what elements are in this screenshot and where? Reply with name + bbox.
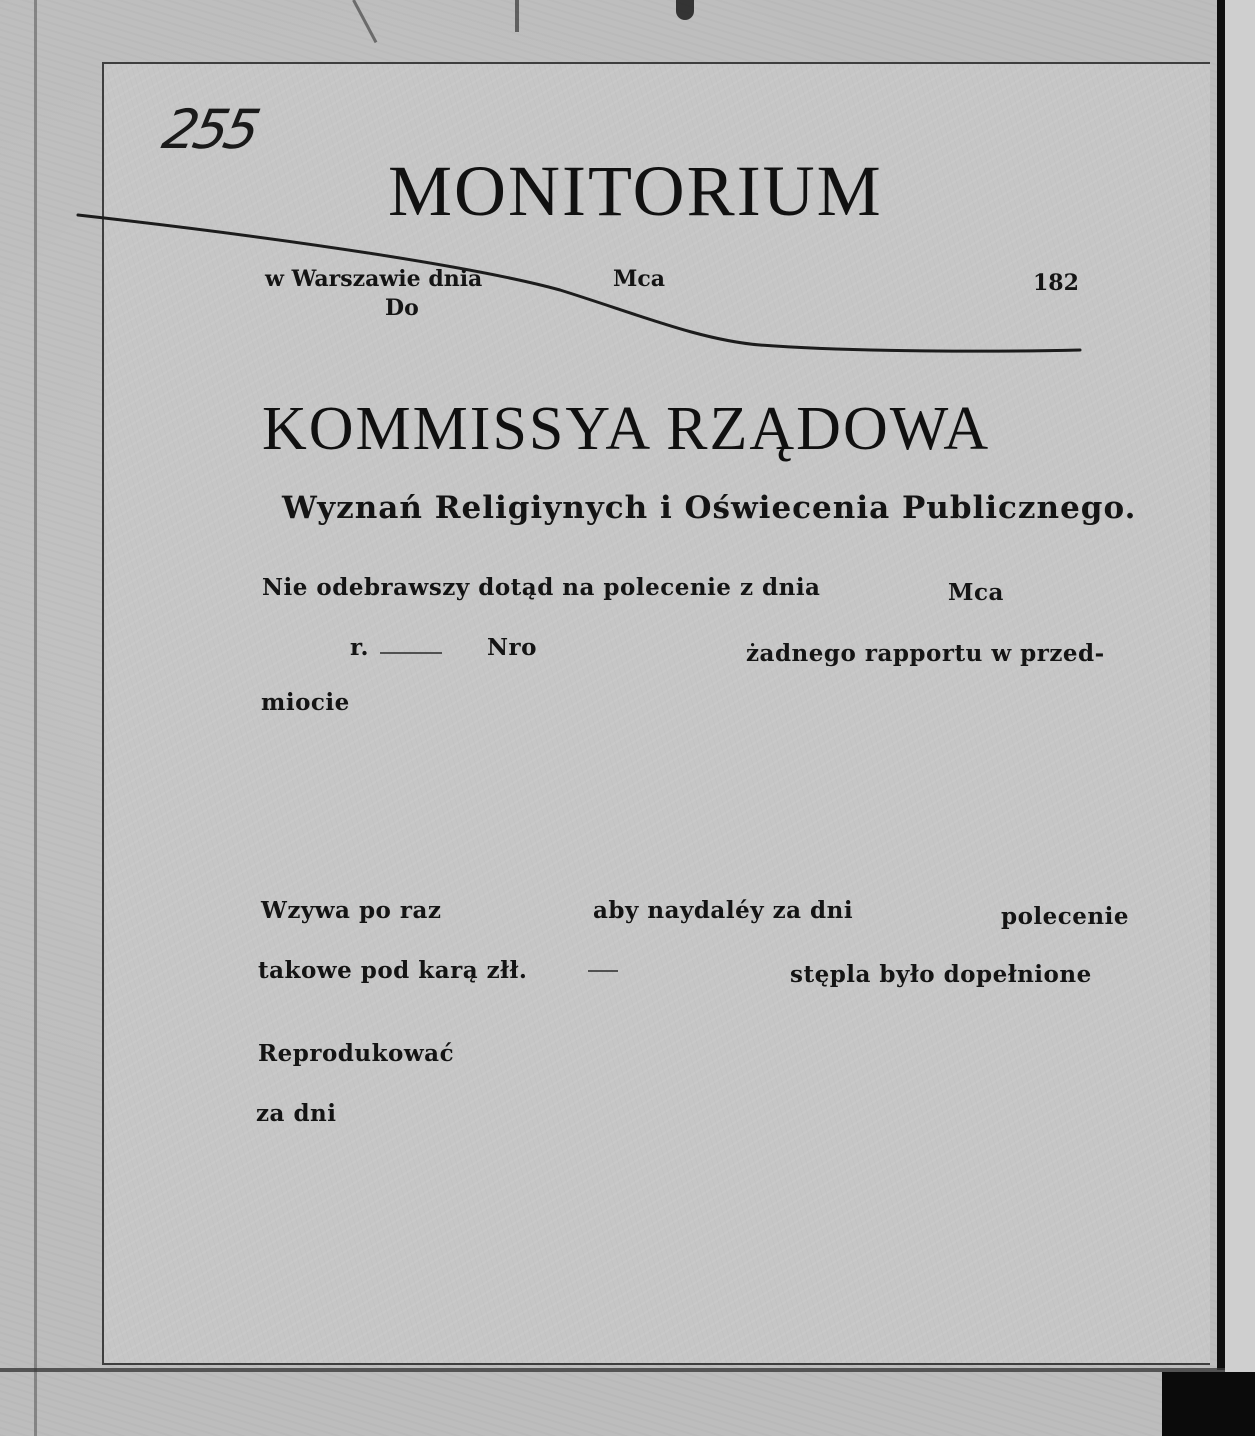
body-line-4b: aby naydaléy za dni [593,897,854,924]
body-line-3: miocie [261,689,350,716]
addressee-prefix: Do [385,295,419,321]
department-name: Wyznań Religiynych i Oświecenia Publicznego. [282,490,1137,526]
document-title: MONITORIUM [388,151,883,231]
body-year-label: r. [350,634,370,661]
body-month-label: Mca [948,579,1004,606]
fill-in-line [380,652,442,654]
body-line-5a: takowe pod karą złł. [258,957,528,984]
month-label: Mca [613,266,666,292]
body-line-7: za dni [256,1100,337,1127]
body-line-6: Reprodukować [258,1040,455,1067]
body-line-2: żadnego rapportu w przed- [746,640,1105,667]
body-line-4a: Wzywa po raz [261,897,442,924]
year-prefix: 182 [1033,270,1079,296]
place-date-label: w Warszawie dnia [265,266,483,292]
issuing-authority: KOMMISSYA RZĄDOWA [262,395,991,463]
fill-in-line [588,970,618,972]
body-line-1: Nie odebrawszy dotąd na polecenie z dnia [262,574,821,601]
handwritten-page-number: 255 [157,98,262,161]
body-line-5b: stępla było dopełnione [790,961,1092,988]
body-number-label: Nro [487,634,537,661]
body-line-4c: polecenie [1001,903,1130,930]
